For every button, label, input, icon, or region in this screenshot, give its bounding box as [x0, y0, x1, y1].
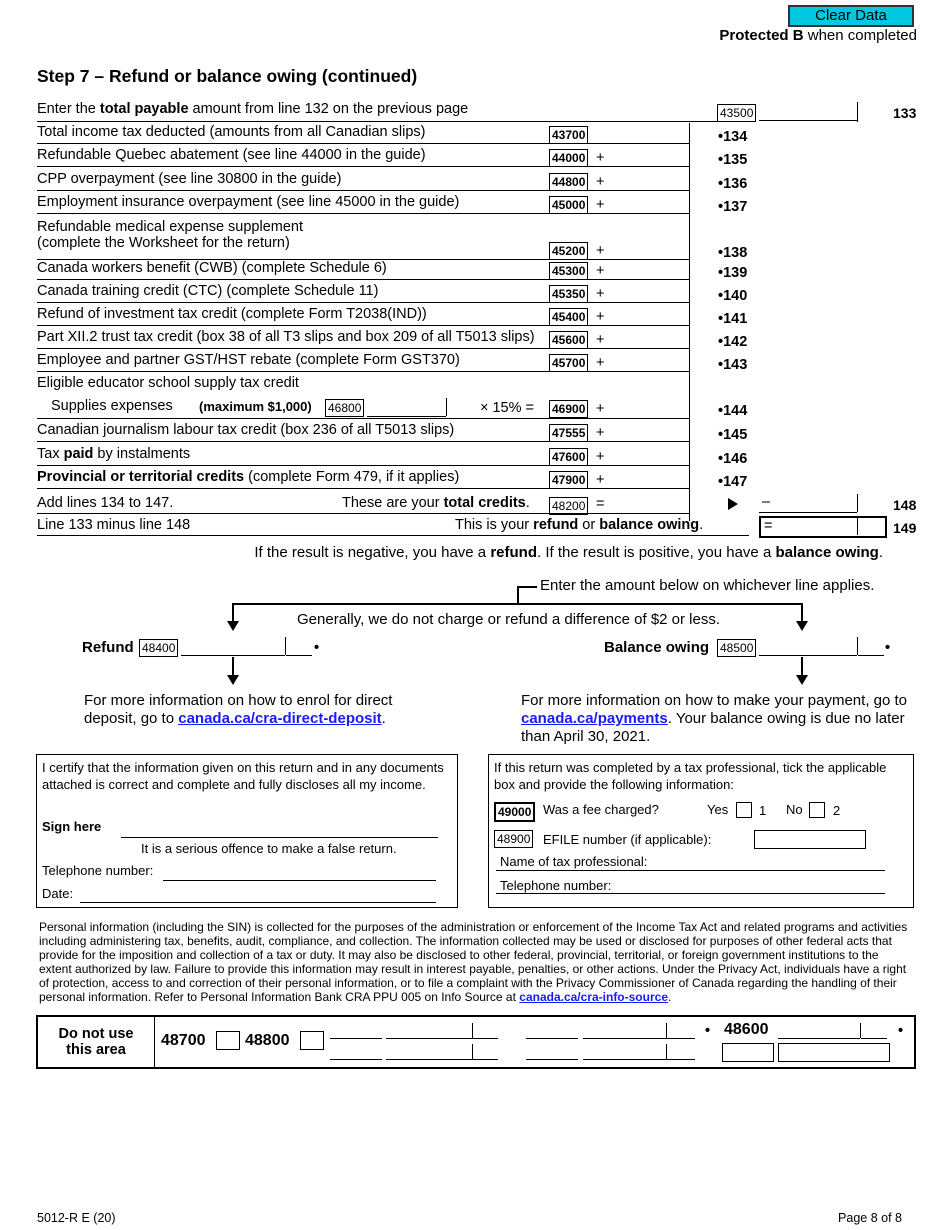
- line-149-number: 149: [893, 520, 917, 536]
- field-48600-a: [722, 1043, 774, 1062]
- balance-info: For more information on how to make your payment, go to canada.ca/payments. Your balance owing is due no later than April 30, 2021.: [521, 692, 908, 745]
- plus-sign: +: [596, 401, 605, 417]
- info-source-link[interactable]: canada.ca/cra-info-source: [519, 990, 668, 1004]
- line-number-text: 138: [723, 245, 748, 261]
- plus-sign: +: [596, 243, 605, 259]
- telephone-field[interactable]: [163, 880, 436, 881]
- credit-row-text-2: (complete the Worksheet for the return): [37, 235, 290, 251]
- plus-sign: +: [596, 150, 605, 166]
- line-number-text: 146: [723, 451, 748, 467]
- code-47900: 47900: [549, 471, 588, 489]
- no-checkbox[interactable]: [809, 802, 825, 818]
- refund-balance-label: This is your refund or balance owing.: [455, 517, 704, 533]
- privacy-notice: Personal information (including the SIN) is collected for the purposes of the administration or enforcement of the Income Tax Act and related programs and activities including administering tax, benefits, audit, compliance, and collection. The information collected may be used or disclosed for purposes of other federal acts that provide for the imposition and collection of a tax or duty. It may also be disclosed to other federal, provincial, territorial, or foreign government institutions to the extent authorized by law. Failure to provide this information may result in interest payable, penalties, or other actions. Under the Privacy Act, individuals have a right of protection, access to and correction of their personal information, or to file a complaint with the Privacy Commissioner of Canada regarding the handling of their personal information. Refer to Personal Information Bank CRA PPU 005 on Info Source at canada.ca/cra-info-source.: [39, 920, 908, 1004]
- cents-dot: •: [705, 1023, 711, 1039]
- professional-text: If this return was completed by a tax professional, tick the applicable box and provide the following information:: [494, 760, 887, 792]
- professional-telephone-field[interactable]: [496, 893, 885, 894]
- refund-info: For more information on how to enrol for direct deposit, go to canada.ca/cra-direct-deposit.: [84, 692, 393, 727]
- line-141-field[interactable]: [610, 307, 689, 325]
- form-number: 5012-R E (20): [37, 1211, 116, 1225]
- credit-row-text: Refundable Quebec abatement (see line 44000 in the guide): [37, 147, 426, 163]
- code-46900: 46900: [549, 400, 588, 418]
- line-137-number: •137: [718, 199, 748, 215]
- line-138-field[interactable]: [610, 241, 689, 259]
- efile-label: EFILE number (if applicable):: [543, 832, 712, 847]
- direct-deposit-link[interactable]: canada.ca/cra-direct-deposit: [178, 710, 382, 727]
- line-number-text: 134: [723, 129, 748, 145]
- line-141-number: •141: [718, 311, 748, 327]
- line-134-field[interactable]: [610, 125, 689, 143]
- credit-row-label: [37, 306, 427, 322]
- line-number-text: 141: [723, 311, 748, 327]
- code-45300: 45300: [549, 262, 588, 280]
- line-133-label: Enter the total payable amount from line 132 on the previous page: [37, 101, 469, 117]
- line-135-number: •135: [718, 152, 748, 168]
- credit-row-text: Canadian journalism labour tax credit (box 236 of all T5013 slips): [37, 422, 455, 438]
- line-143-number: •143: [718, 357, 748, 373]
- educator-title: Eligible educator school supply tax credit: [37, 375, 299, 391]
- line-number-text: 147: [723, 474, 748, 490]
- generally-note: Generally, we do not charge or refund a difference of $2 or less.: [297, 611, 721, 628]
- page-number: Page 8 of 8: [838, 1211, 902, 1225]
- line-147-number: •147: [718, 474, 748, 490]
- line-148-amount[interactable]: [759, 494, 857, 513]
- line-136-number: •136: [718, 176, 748, 192]
- field-48800: [300, 1031, 324, 1050]
- balance-owing-label: Balance owing: [604, 639, 710, 656]
- code-46800: 46800: [325, 399, 364, 417]
- line-number-text: 135: [723, 152, 748, 168]
- line-149-field[interactable]: [759, 516, 887, 538]
- refund-cents-field[interactable]: [286, 637, 312, 656]
- step-title: Step 7 – Refund or balance owing (continued): [37, 66, 418, 86]
- code-47600: 47600: [549, 448, 588, 466]
- balance-owing-field[interactable]: [759, 637, 857, 656]
- credit-row-label: [37, 329, 535, 345]
- credit-row-text: Canada training credit (CTC) (complete Schedule 11): [37, 283, 379, 299]
- line-139-number: •139: [718, 265, 748, 281]
- code-45400: 45400: [549, 308, 588, 326]
- code-44800: 44800: [549, 173, 588, 191]
- credit-row-text: Employee and partner GST/HST rebate (complete Form GST370): [37, 352, 460, 368]
- credit-row-label: [37, 219, 303, 251]
- credit-row-label: [37, 260, 387, 276]
- field-48700: [216, 1031, 240, 1050]
- yes-number: 1: [759, 803, 767, 818]
- line-137-field[interactable]: [610, 195, 689, 213]
- credit-row-label: [37, 422, 454, 438]
- code-48200: 48200: [549, 497, 588, 515]
- minus-sign: –: [762, 494, 771, 510]
- line-148-field[interactable]: [610, 494, 689, 512]
- line-149-equals: =: [764, 518, 773, 534]
- tax-professional-box: [488, 754, 914, 908]
- protected-b-label: Protected B when completed: [719, 27, 917, 44]
- plus-sign: +: [596, 174, 605, 190]
- code-48500: 48500: [717, 639, 756, 657]
- plus-sign: +: [596, 472, 605, 488]
- line-146-field[interactable]: [610, 447, 689, 465]
- clear-data-button[interactable]: Clear Data: [788, 5, 914, 27]
- plus-sign: +: [596, 197, 605, 213]
- no-label: No: [786, 802, 803, 817]
- line-145-number: •145: [718, 427, 748, 443]
- credit-row-label: [37, 352, 460, 368]
- certify-text: I certify that the information given on this return and in any documents attached is correct and complete and fully discloses all my income.: [42, 760, 444, 792]
- line-143-field[interactable]: [610, 353, 689, 371]
- plus-sign: +: [596, 309, 605, 325]
- result-note: If the result is negative, you have a refund. If the result is positive, you have a balance owing.: [254, 544, 883, 561]
- supplies-label: Supplies expenses: [51, 398, 173, 414]
- credit-row-text: paid: [63, 446, 94, 462]
- sign-here-label: Sign here: [42, 819, 102, 834]
- enter-amount-note: Enter the amount below on whichever line applies.: [540, 577, 875, 594]
- plus-sign: +: [596, 425, 605, 441]
- arrow-down-icon: [227, 675, 239, 685]
- line-133-field[interactable]: [759, 102, 857, 121]
- code-48700: 48700: [161, 1032, 206, 1049]
- plus-sign: +: [596, 332, 605, 348]
- code-47555: 47555: [549, 424, 588, 442]
- arrow-right-icon: [728, 498, 738, 510]
- cents-dot: •: [314, 640, 320, 656]
- field-48600-b: [778, 1043, 890, 1062]
- line-148-label: Add lines 134 to 147.: [37, 495, 174, 511]
- code-45000: 45000: [549, 196, 588, 214]
- line-142-number: •142: [718, 334, 748, 350]
- equals-sign: =: [596, 496, 605, 512]
- credit-row-text: (complete Form 479, if it applies): [244, 469, 460, 485]
- credit-row-text: Canada workers benefit (CWB) (complete Schedule 6): [37, 260, 387, 276]
- no-number: 2: [833, 803, 841, 818]
- line-144-number: •144: [718, 403, 748, 419]
- line-145-field[interactable]: [610, 423, 689, 441]
- do-not-use-label: Do not use this area: [58, 1026, 134, 1058]
- arrow-down-icon: [227, 621, 239, 631]
- line-number-text: 136: [723, 176, 748, 192]
- fee-label: Was a fee charged?: [543, 802, 659, 817]
- credit-row-text: Employment insurance overpayment (see line 45000 in the guide): [37, 194, 460, 210]
- line-134-number: •134: [718, 129, 748, 145]
- offence-note: It is a serious offence to make a false return.: [141, 841, 397, 856]
- maximum-label: (maximum $1,000): [199, 399, 312, 414]
- code-49000: 49000: [494, 802, 535, 822]
- total-credits-label: These are your total credits.: [342, 495, 530, 511]
- line-139-field[interactable]: [610, 261, 689, 279]
- code-44000: 44000: [549, 149, 588, 167]
- line-number-text: 143: [723, 357, 748, 373]
- refund-label: Refund: [82, 639, 134, 656]
- credit-row-label: [37, 469, 459, 485]
- line-146-number: •146: [718, 451, 748, 467]
- credit-row-label: [37, 446, 190, 462]
- line-number-text: 140: [723, 288, 748, 304]
- line-140-number: •140: [718, 288, 748, 304]
- line-135-field[interactable]: [610, 148, 689, 166]
- code-48400: 48400: [139, 639, 178, 657]
- line-148-number: 148: [893, 497, 917, 513]
- signature-line[interactable]: [121, 837, 438, 838]
- credit-row-label: [37, 124, 425, 140]
- certify-box: [36, 754, 458, 908]
- credit-row-label: [37, 147, 426, 163]
- code-48900: 48900: [494, 830, 533, 848]
- line-138-number: •138: [718, 245, 748, 261]
- supplies-field[interactable]: [367, 398, 446, 417]
- line-149-label: Line 133 minus line 148: [37, 517, 191, 533]
- plus-sign: +: [596, 449, 605, 465]
- plus-sign: +: [596, 263, 605, 279]
- line-136-field[interactable]: [610, 172, 689, 190]
- cents-dot: •: [885, 640, 891, 656]
- plus-sign: +: [596, 355, 605, 371]
- balance-cents-field[interactable]: [858, 637, 884, 656]
- code-43700: 43700: [549, 126, 588, 144]
- yes-checkbox[interactable]: [736, 802, 752, 818]
- yes-label: Yes: [707, 802, 729, 817]
- code-43500: 43500: [717, 104, 756, 122]
- credit-row-label: [37, 171, 341, 187]
- line-147-field[interactable]: [610, 470, 689, 488]
- line-number-text: 139: [723, 265, 748, 281]
- line-number-text: 145: [723, 427, 748, 443]
- telephone-label: Telephone number:: [42, 863, 154, 878]
- times-15-percent: × 15% =: [480, 400, 535, 416]
- credit-row-text: Refundable medical expense supplement: [37, 219, 304, 235]
- code-45700: 45700: [549, 354, 588, 372]
- credit-row-text: by instalments: [93, 446, 191, 462]
- professional-name-label: Name of tax professional:: [500, 854, 648, 869]
- credit-row-text: Provincial or territorial credits: [37, 469, 245, 485]
- credit-row-text: Total income tax deducted (amounts from all Canadian slips): [37, 124, 426, 140]
- credit-row-text: CPP overpayment (see line 30800 in the guide): [37, 171, 342, 187]
- line-number-text: 137: [723, 199, 748, 215]
- code-48800: 48800: [245, 1032, 290, 1049]
- code-45350: 45350: [549, 285, 588, 303]
- line-140-field[interactable]: [610, 284, 689, 302]
- date-label: Date:: [42, 886, 74, 901]
- code-45600: 45600: [549, 331, 588, 349]
- cents-dot: •: [898, 1023, 904, 1039]
- code-48600: 48600: [724, 1021, 769, 1038]
- credit-row-label: [37, 194, 459, 210]
- line-142-field[interactable]: [610, 330, 689, 348]
- credit-row-text: Part XII.2 trust tax credit (box 38 of all T3 slips and box 209 of all T5013 slips): [37, 329, 535, 345]
- arrow-down-icon: [796, 621, 808, 631]
- efile-field[interactable]: [754, 830, 866, 849]
- credit-row-text: Refund of investment tax credit (complete Form T2038(IND)): [37, 306, 427, 322]
- date-field[interactable]: [80, 902, 436, 903]
- line-133-number: 133: [893, 105, 917, 121]
- code-45200: 45200: [549, 242, 588, 260]
- refund-field[interactable]: [181, 637, 285, 656]
- line-144-field[interactable]: [610, 399, 689, 417]
- line-number-text: 142: [723, 334, 748, 350]
- plus-sign: +: [596, 286, 605, 302]
- do-not-use-area: [36, 1015, 916, 1069]
- credit-row-text: Tax: [37, 446, 64, 462]
- payments-link[interactable]: canada.ca/payments: [521, 710, 668, 727]
- professional-telephone-label: Telephone number:: [500, 878, 612, 893]
- credit-row-label: [37, 283, 378, 299]
- professional-name-field[interactable]: [496, 870, 885, 871]
- arrow-down-icon: [796, 675, 808, 685]
